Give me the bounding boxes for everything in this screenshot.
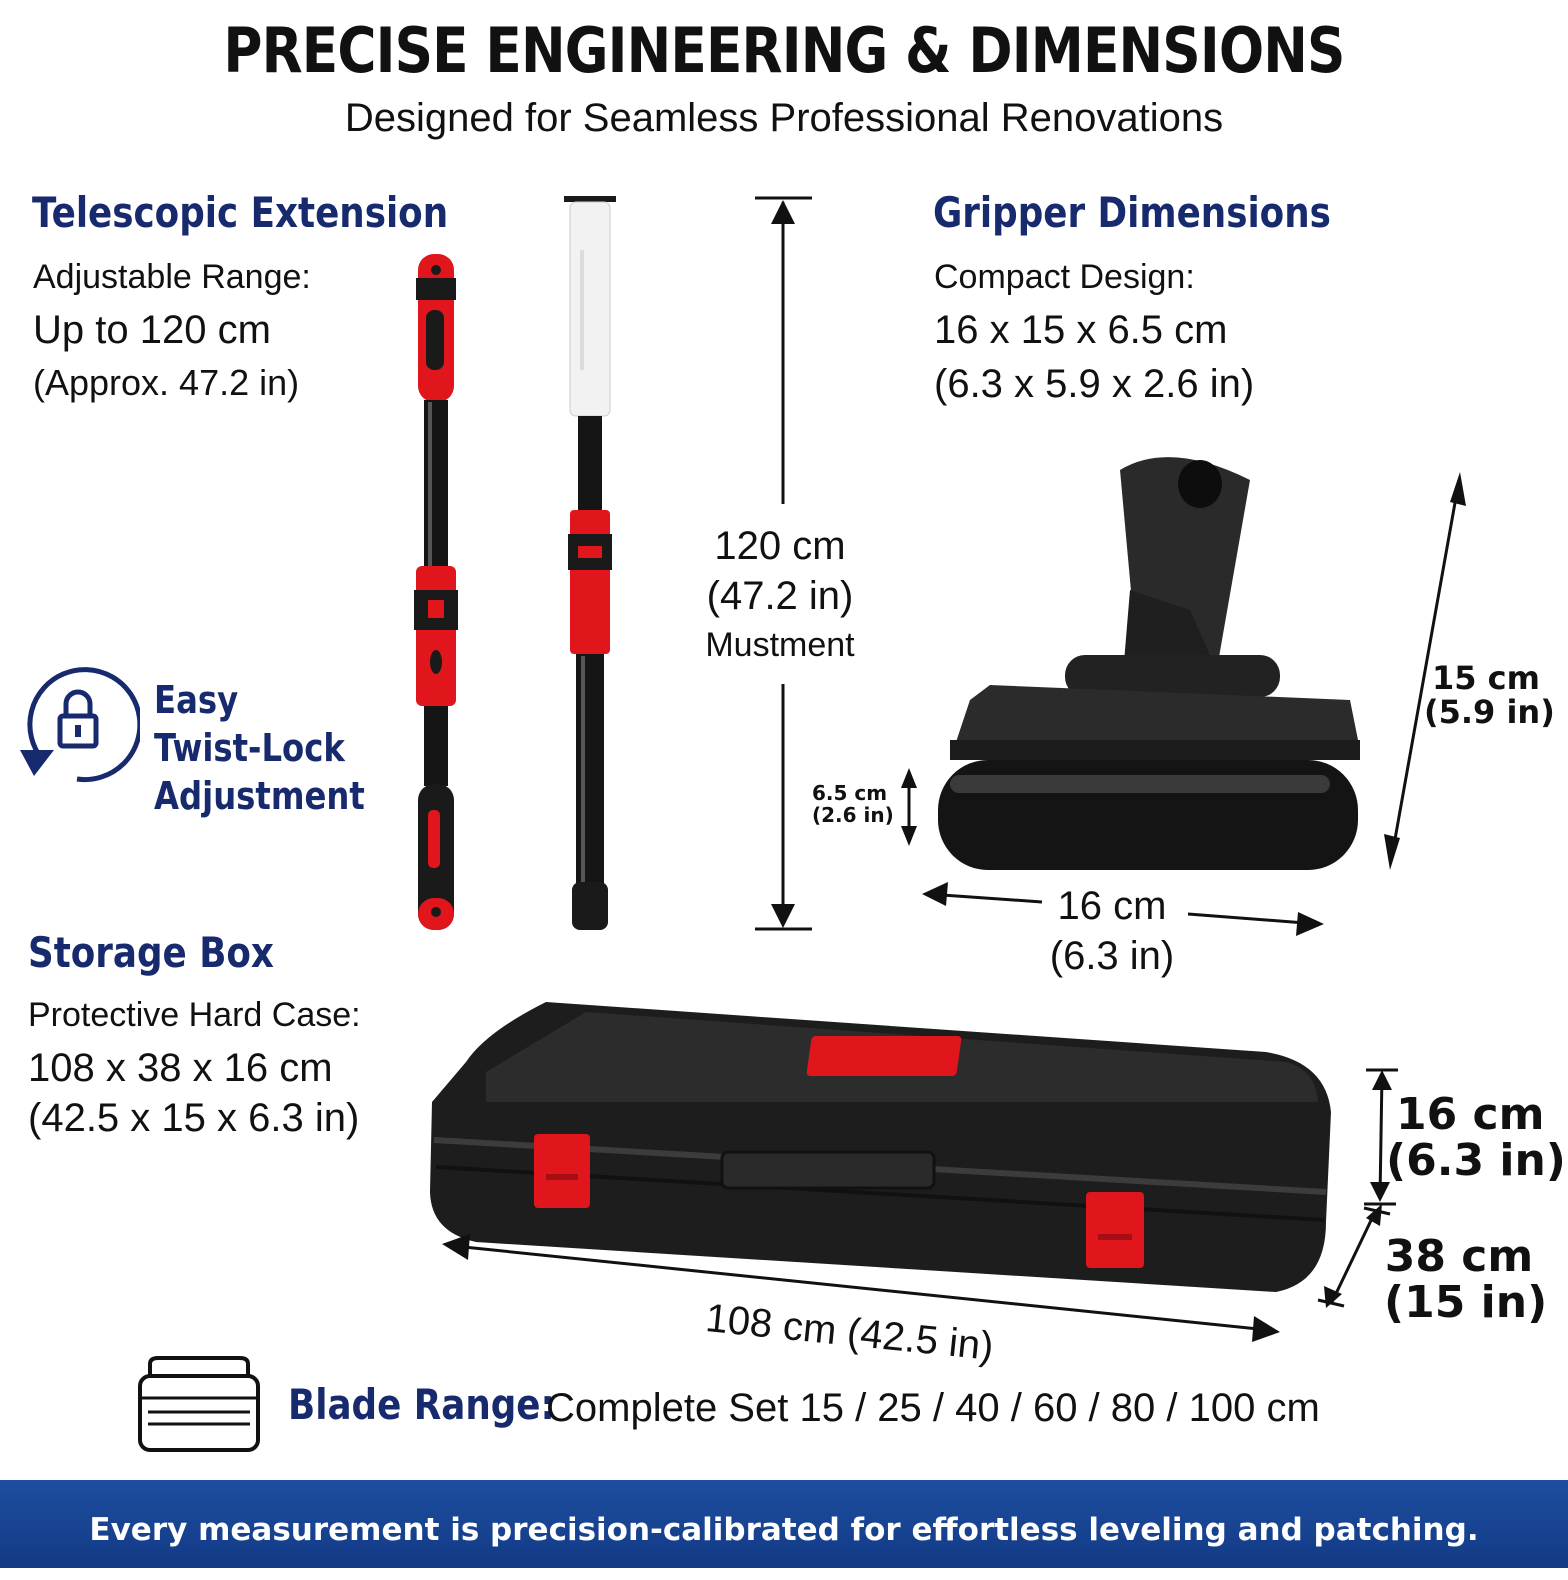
gripper-depth-cm: 15 cm (1432, 659, 1540, 697)
gripper-value: 16 x 15 x 6.5 cm (934, 308, 1228, 352)
storage-length-label: 108 cm (42.5 in) (703, 1296, 996, 1369)
gripper-height-arrow (895, 766, 923, 848)
pole-length-note: Mustment (705, 626, 855, 664)
gripper-heading: Gripper Dimensions (933, 188, 1331, 237)
twist-lock-line1: Easy (154, 678, 239, 722)
page-title: PRECISE ENGINEERING & DIMENSIONS (223, 14, 1345, 87)
storage-depth-in: (15 in) (1384, 1277, 1548, 1329)
gripper-height-in: (2.6 in) (812, 803, 894, 827)
twist-lock-line2: Twist-Lock (154, 726, 345, 770)
telescopic-heading: Telescopic Extension (32, 188, 449, 237)
gripper-inch: (6.3 x 5.9 x 2.6 in) (934, 362, 1255, 406)
gripper-height-cm: 6.5 cm (812, 781, 888, 805)
storage-height-in: (6.3 in) (1386, 1135, 1566, 1187)
blade-range-value: Complete Set 15 / 25 / 40 / 60 / 80 / 100 cm (546, 1386, 1320, 1430)
storage-label: Protective Hard Case: (28, 996, 361, 1034)
twist-lock-icon (14, 664, 140, 784)
storage-depth-label (1384, 1231, 1548, 1329)
pole-length-cm: 120 cm (714, 524, 846, 568)
storage-heading: Storage Box (28, 928, 274, 977)
blade-range (288, 1380, 1320, 1430)
gripper-label: Compact Design: (934, 258, 1195, 296)
gripper-depth-in: (5.9 in) (1424, 692, 1555, 731)
page-subtitle: Designed for Seamless Professional Renovations (344, 96, 1224, 140)
storage-value: 108 x 38 x 16 cm (28, 1046, 333, 1090)
twist-lock-text (154, 676, 365, 820)
footer-text: Every measurement is precision-calibrated for effortless leveling and patching. (89, 1512, 1479, 1548)
storage-height-label (1386, 1089, 1566, 1187)
toolbox-icon (136, 1354, 262, 1454)
gripper-depth-label (1424, 659, 1555, 731)
pole-length-in: (47.2 in) (706, 574, 854, 618)
gripper-image (930, 440, 1380, 890)
gripper-width-in: (6.3 in) (1049, 934, 1175, 978)
blade-range-label: Blade Range: (288, 1380, 555, 1429)
storage-height-cm: 16 cm (1396, 1089, 1545, 1140)
telescopic-label: Adjustable Range: (33, 258, 311, 296)
gripper-height-label (812, 782, 894, 826)
pole-white-black (564, 196, 616, 930)
telescopic-approx: (Approx. 47.2 in) (33, 362, 300, 403)
gripper-width-cm: 16 cm (1057, 884, 1167, 928)
storage-depth-cm: 38 cm (1384, 1231, 1534, 1282)
storage-inch: (42.5 x 15 x 6.3 in) (28, 1096, 360, 1140)
telescopic-poles-image (400, 190, 640, 940)
twist-lock-line3: Adjustment (154, 774, 365, 818)
pole-red-black (414, 254, 458, 930)
telescopic-value: Up to 120 cm (33, 308, 271, 352)
